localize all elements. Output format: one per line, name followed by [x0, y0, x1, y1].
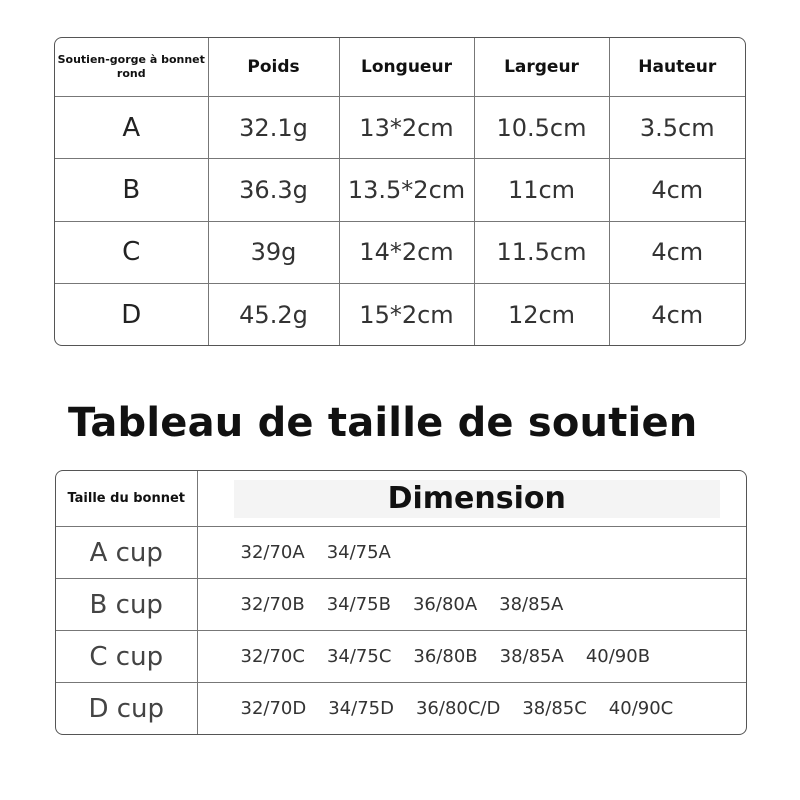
header-length: Longueur [339, 38, 474, 97]
cup-label: A [55, 97, 208, 159]
table-row [55, 221, 745, 283]
size-list [197, 527, 746, 579]
size-value: 34/75D [328, 698, 394, 720]
cup-label: C [55, 221, 208, 283]
size-value: 38/85A [499, 646, 564, 668]
header-height: Hauteur [609, 38, 745, 97]
size-value: 34/75A [326, 542, 391, 564]
height-value: 4cm [609, 284, 745, 345]
bra-specs-table [54, 37, 746, 346]
cup-size-label: B cup [56, 579, 197, 631]
length-value: 14*2cm [339, 221, 474, 283]
length-value: 13*2cm [339, 97, 474, 159]
width-value: 11.5cm [474, 221, 609, 283]
weight-value: 39g [208, 221, 339, 283]
size-value: 38/85A [499, 594, 564, 616]
width-value: 12cm [474, 284, 609, 345]
cup-size-label: D cup [56, 683, 197, 734]
height-value: 4cm [609, 159, 745, 221]
size-chart-title: Tableau de taille de soutien [68, 400, 698, 446]
size-value: 36/80B [413, 646, 478, 668]
cup-label: B [55, 159, 208, 221]
width-value: 11cm [474, 159, 609, 221]
weight-value: 45.2g [208, 284, 339, 345]
weight-value: 36.3g [208, 159, 339, 221]
table-row [56, 527, 746, 579]
weight-value: 32.1g [208, 97, 339, 159]
size-value: 34/75C [326, 646, 392, 668]
height-value: 3.5cm [609, 97, 745, 159]
cup-label: D [55, 284, 208, 345]
header-cup-size: Taille du bonnet [56, 471, 197, 527]
specs-header-row [55, 38, 745, 97]
size-list [197, 579, 746, 631]
header-weight: Poids [208, 38, 339, 97]
size-value: 34/75B [326, 594, 391, 616]
size-chart-table [55, 470, 747, 735]
header-dimension-cell [197, 471, 746, 527]
height-value: 4cm [609, 221, 745, 283]
size-value: 40/90C [608, 698, 674, 720]
length-value: 13.5*2cm [339, 159, 474, 221]
size-value: 32/70D [240, 698, 307, 720]
header-dimension: Dimension [234, 480, 721, 518]
table-row [55, 284, 745, 345]
size-value: 38/85C [522, 698, 587, 720]
size-list [197, 631, 746, 683]
table-row [56, 579, 746, 631]
cup-size-label: A cup [56, 527, 197, 579]
size-value: 36/80C/D [415, 698, 501, 720]
table-row [56, 683, 746, 734]
size-value: 32/70C [240, 646, 305, 668]
size-value: 32/70B [240, 594, 305, 616]
size-value: 32/70A [240, 542, 305, 564]
size-value: 36/80A [412, 594, 478, 616]
table-row [56, 631, 746, 683]
length-value: 15*2cm [339, 284, 474, 345]
header-bra-type: Soutien-gorge à bonnet rond [55, 38, 208, 97]
size-list [197, 683, 746, 734]
table-row [55, 159, 745, 221]
header-width: Largeur [474, 38, 609, 97]
table-row [55, 97, 745, 159]
cup-size-label: C cup [56, 631, 197, 683]
size-value: 40/90B [585, 646, 651, 668]
width-value: 10.5cm [474, 97, 609, 159]
size-header-row [56, 471, 746, 527]
